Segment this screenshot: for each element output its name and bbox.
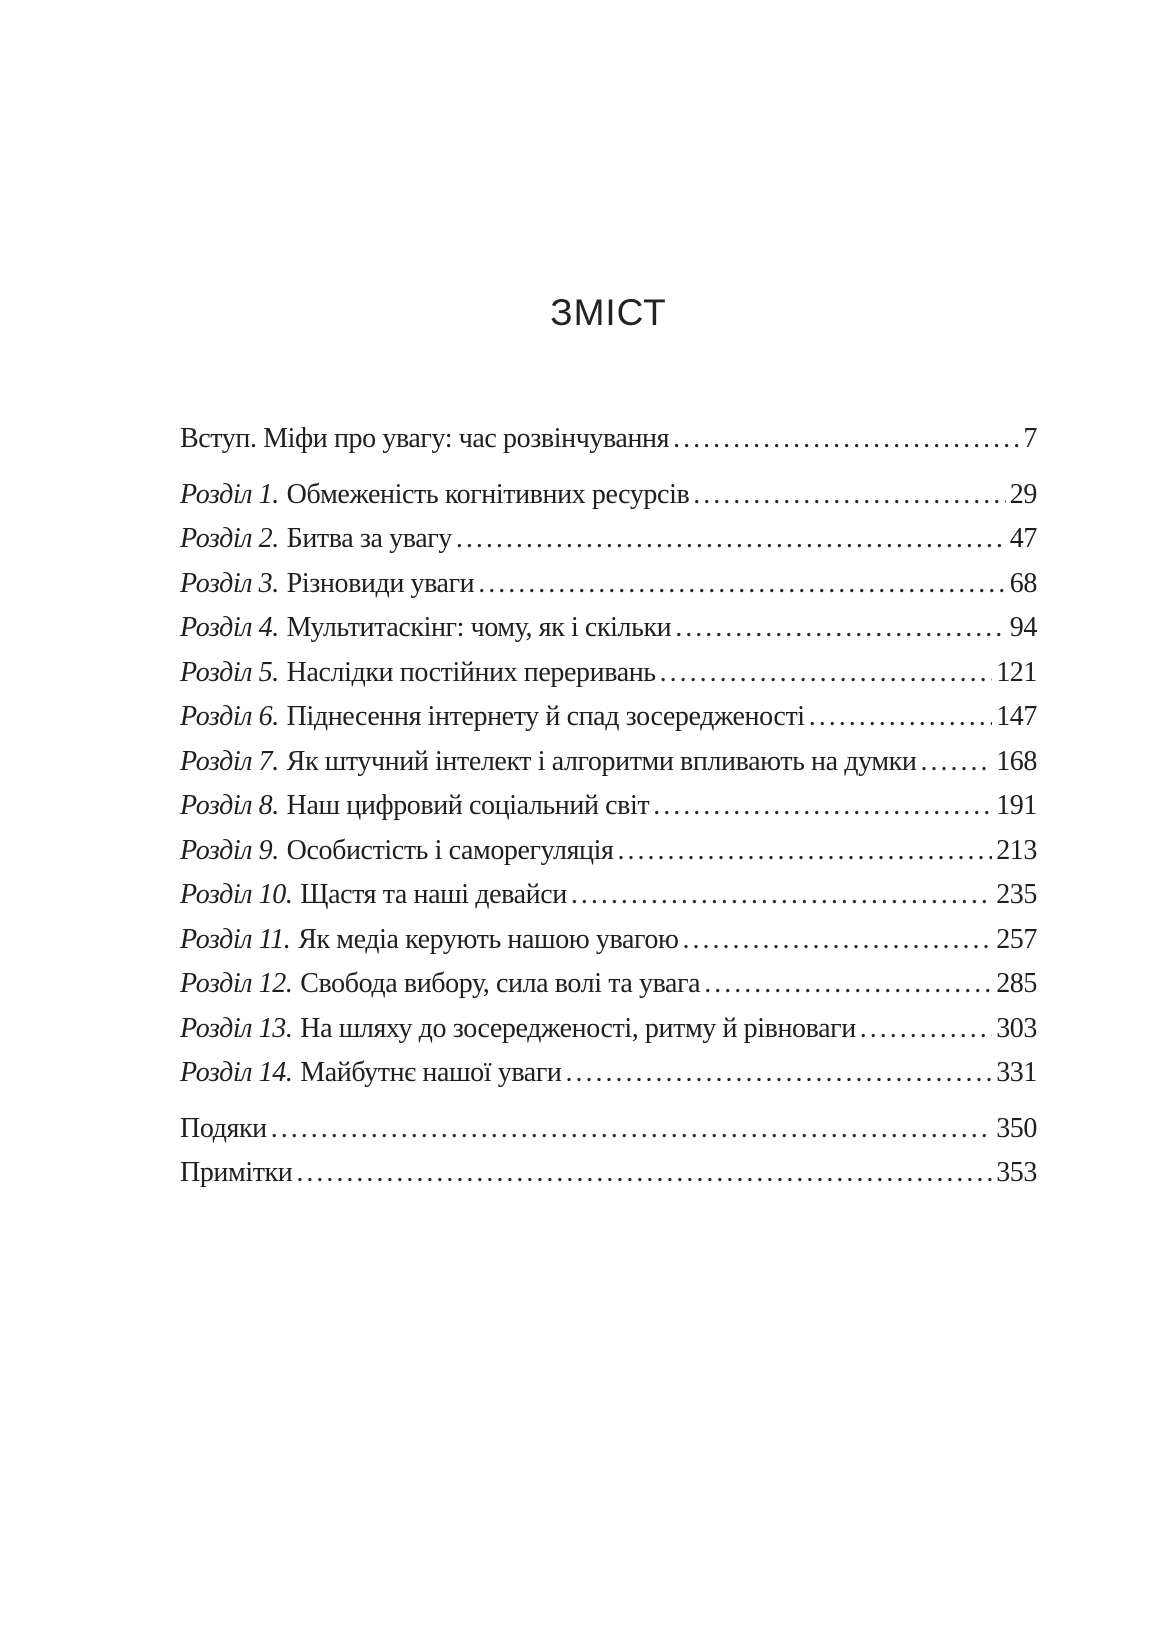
entry-title: Різновиди уваги <box>286 567 475 599</box>
dot-leader <box>478 562 1006 607</box>
dot-leader <box>683 918 993 963</box>
toc-entry <box>180 651 1037 696</box>
entry-page-number: 303 <box>996 1012 1037 1044</box>
entry-page-number: 213 <box>996 834 1037 866</box>
chapter-prefix: Розділ 5. <box>180 656 279 688</box>
chapter-prefix: Розділ 10. <box>180 879 293 910</box>
entry-page-number: 147 <box>996 701 1037 732</box>
entry-title: Щастя та наші девайси <box>300 879 567 910</box>
toc-entry <box>180 517 1037 562</box>
dot-leader <box>660 651 993 696</box>
chapter-prefix: Розділ 7. <box>180 745 279 777</box>
chapter-prefix: Розділ 9. <box>180 834 279 866</box>
entry-title: Битва за увагу <box>286 523 452 554</box>
entry-page-number: 350 <box>996 1112 1037 1144</box>
toc-entry <box>180 1151 1037 1196</box>
entry-title: Майбутнє нашої уваги <box>300 1057 562 1088</box>
toc-entry <box>180 829 1037 874</box>
entry-page-number: 94 <box>1009 612 1037 643</box>
entry-page-number: 7 <box>1023 423 1037 454</box>
toc-list <box>180 417 1037 1196</box>
entry-page-number: 168 <box>996 745 1037 777</box>
toc-entry <box>180 695 1037 740</box>
entry-title: Наслідки постійних переривань <box>286 656 656 688</box>
chapter-prefix: Розділ 13. <box>180 1012 293 1044</box>
toc-entry <box>180 740 1037 785</box>
entry-page-number: 47 <box>1009 523 1037 554</box>
entry-title: Свобода вибору, сила волі та увага <box>300 968 701 999</box>
dot-leader <box>566 1051 993 1096</box>
entry-page-number: 331 <box>996 1057 1037 1088</box>
chapter-prefix: Розділ 1. <box>180 478 279 510</box>
entry-title: Подяки <box>180 1112 267 1144</box>
chapter-prefix: Розділ 3. <box>180 567 279 599</box>
dot-leader <box>271 1107 992 1152</box>
chapter-prefix: Розділ 8. <box>180 790 279 821</box>
toc-entry <box>180 873 1037 918</box>
dot-leader <box>456 517 1006 562</box>
entry-title: Обмеженість когнітивних ресурсів <box>286 478 690 510</box>
toc-entry <box>180 1051 1037 1096</box>
entry-page-number: 191 <box>996 790 1037 821</box>
dot-leader <box>860 1007 992 1052</box>
dot-leader <box>920 740 992 785</box>
entry-page-number: 353 <box>996 1157 1037 1188</box>
toc-entry <box>180 473 1037 518</box>
entry-title: Вступ. Міфи про увагу: час розвінчування <box>180 423 670 454</box>
dot-leader <box>693 473 1006 518</box>
entry-title: Мультитаскінг: чому, як і скільки <box>286 612 672 643</box>
entry-title: Як медіа керують нашою увагою <box>298 923 679 955</box>
dot-leader <box>571 873 992 918</box>
toc-entry <box>180 606 1037 651</box>
chapter-prefix: Розділ 11. <box>180 923 291 955</box>
chapter-prefix: Розділ 6. <box>180 701 279 732</box>
entry-page-number: 29 <box>1009 478 1037 510</box>
dot-leader <box>675 606 1006 651</box>
toc-entry <box>180 417 1037 462</box>
page-title: ЗМІСТ <box>550 291 667 333</box>
toc-entry <box>180 1007 1037 1052</box>
entry-page-number: 121 <box>996 656 1037 688</box>
dot-leader <box>704 962 992 1007</box>
chapter-prefix: Розділ 14. <box>180 1057 293 1088</box>
dot-leader <box>673 417 1019 462</box>
entry-title: Піднесення інтернету й спад зосередженості <box>286 701 805 732</box>
toc-entry <box>180 962 1037 1007</box>
entry-page-number: 257 <box>996 923 1037 955</box>
dot-leader <box>618 829 993 874</box>
entry-page-number: 235 <box>996 879 1037 910</box>
toc-entry <box>180 784 1037 829</box>
dot-leader <box>809 695 993 740</box>
dot-leader <box>653 784 992 829</box>
entry-title: Особистість і саморегуляція <box>286 834 614 866</box>
entry-title: Наш цифровий соціальний світ <box>286 790 650 821</box>
entry-title: На шляху до зосередженості, ритму й рівноваги <box>300 1012 856 1044</box>
chapter-prefix: Розділ 2. <box>180 523 279 554</box>
entry-page-number: 68 <box>1009 567 1037 599</box>
entry-title: Як штучний інтелект і алгоритми впливають на думки <box>286 745 917 777</box>
chapter-prefix: Розділ 12. <box>180 968 293 999</box>
dot-leader <box>296 1151 992 1196</box>
chapter-prefix: Розділ 4. <box>180 612 279 643</box>
toc-entry <box>180 918 1037 963</box>
toc-entry <box>180 562 1037 607</box>
entry-title: Примітки <box>180 1157 293 1188</box>
toc-entry <box>180 1107 1037 1152</box>
entry-page-number: 285 <box>996 968 1037 999</box>
